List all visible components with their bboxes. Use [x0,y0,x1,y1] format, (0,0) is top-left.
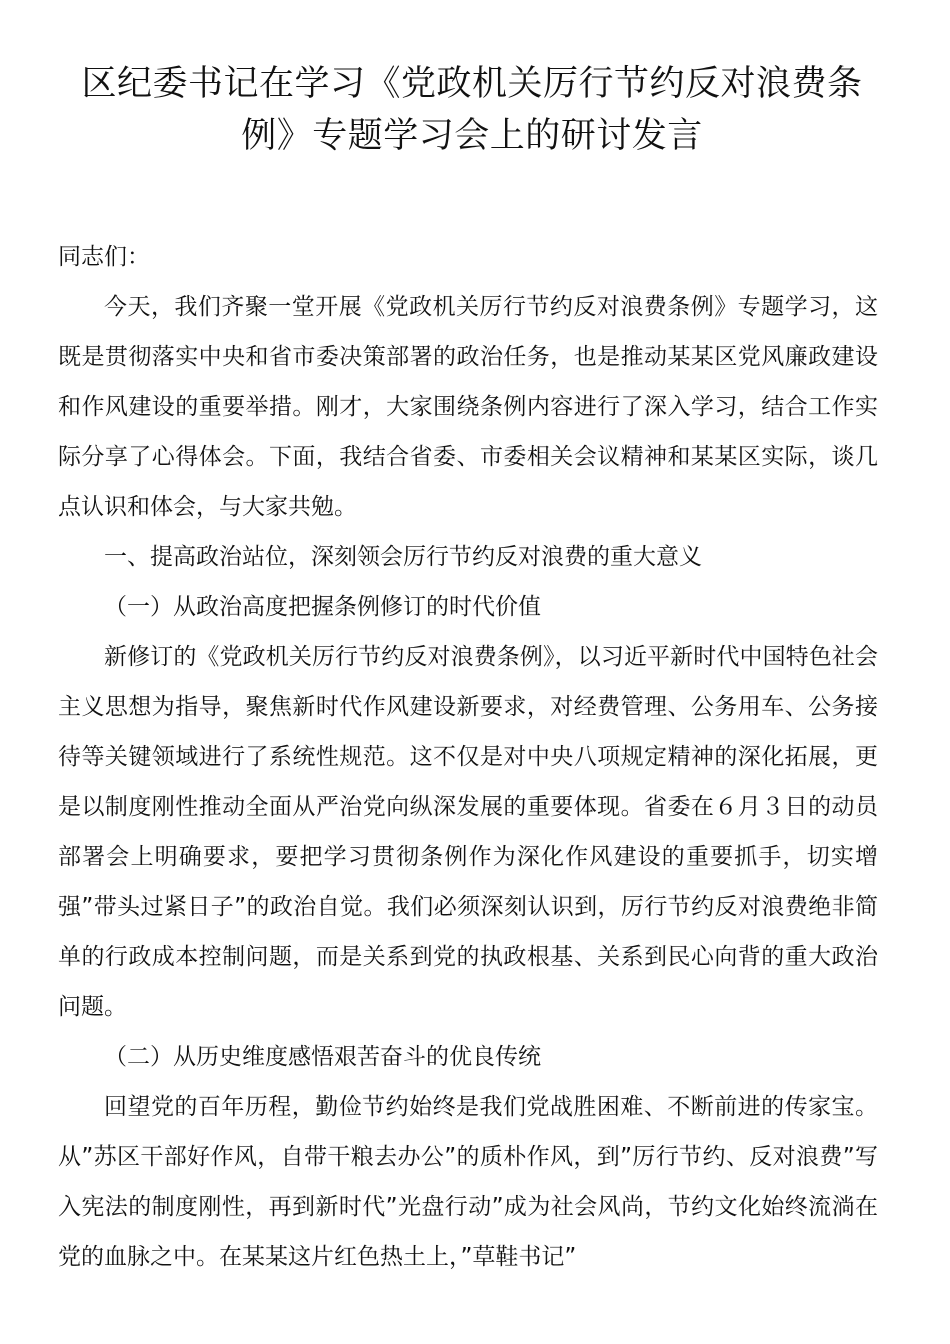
paragraph-intro: 今天，我们齐聚一堂开展《党政机关厉行节约反对浪费条例》专题学习，这既是贯彻落实中央和省市委决策部署的政治任务，也是推动某某区党风廉政建设和作风建设的重要举措。刚才，大家围绕条例内容进行了深入学习，结合工作实际分享了心得体会。下面，我结合省委、市委相关会议精神和某某区实际，谈几点认识和体会，与大家共勉。 [58,294,878,520]
subsection-heading-1: （一）从政治高度把握条例修订的时代价值 [104,594,541,620]
subsection-heading-2: （二）从历史维度感悟艰苦奋斗的优良传统 [104,1044,541,1070]
salutation: 同志们： [58,244,150,270]
paragraph-subsection-1: 新修订的《党政机关厉行节约反对浪费条例》，以习近平新时代中国特色社会主义思想为指导，聚焦新时代作风建设新要求，对经费管理、公务用车、公务接待等关键领域进行了系统性规范。这不仅是对中央八项规定精神的深化拓展，更是以制度刚性推动全面从严治党向纵深发展的重要体现。省委在６月３日的动员部署会上明确要求，要把学习贯彻条例作为深化作风建设的重要抓手，切实增强”带头过紧日子”的政治自觉。我们必须深刻认识到，厉行节约反对浪费绝非简单的行政成本控制问题，而是关系到党的执政根基、关系到民心向背的重大政治问题。 [58,644,878,1020]
document-title: 区纪委书记在学习《党政机关厉行节约反对浪费条例》专题学习会上的研讨发言 [81,64,863,156]
paragraph-subsection-2: 回望党的百年历程，勤俭节约始终是我们党战胜困难、不断前进的传家宝。从”苏区干部好作风，自带干粮去办公”的质朴作风，到”厉行节约、反对浪费”写入宪法的制度刚性，再到新时代”光盘行动”成为社会风尚，节约文化始终流淌在党的血脉之中。在某某这片红色热土上，”草鞋书记” [58,1094,878,1270]
section-heading-1: 一、提高政治站位，深刻领会厉行节约反对浪费的重大意义 [104,544,702,570]
document-body [58,232,878,1282]
